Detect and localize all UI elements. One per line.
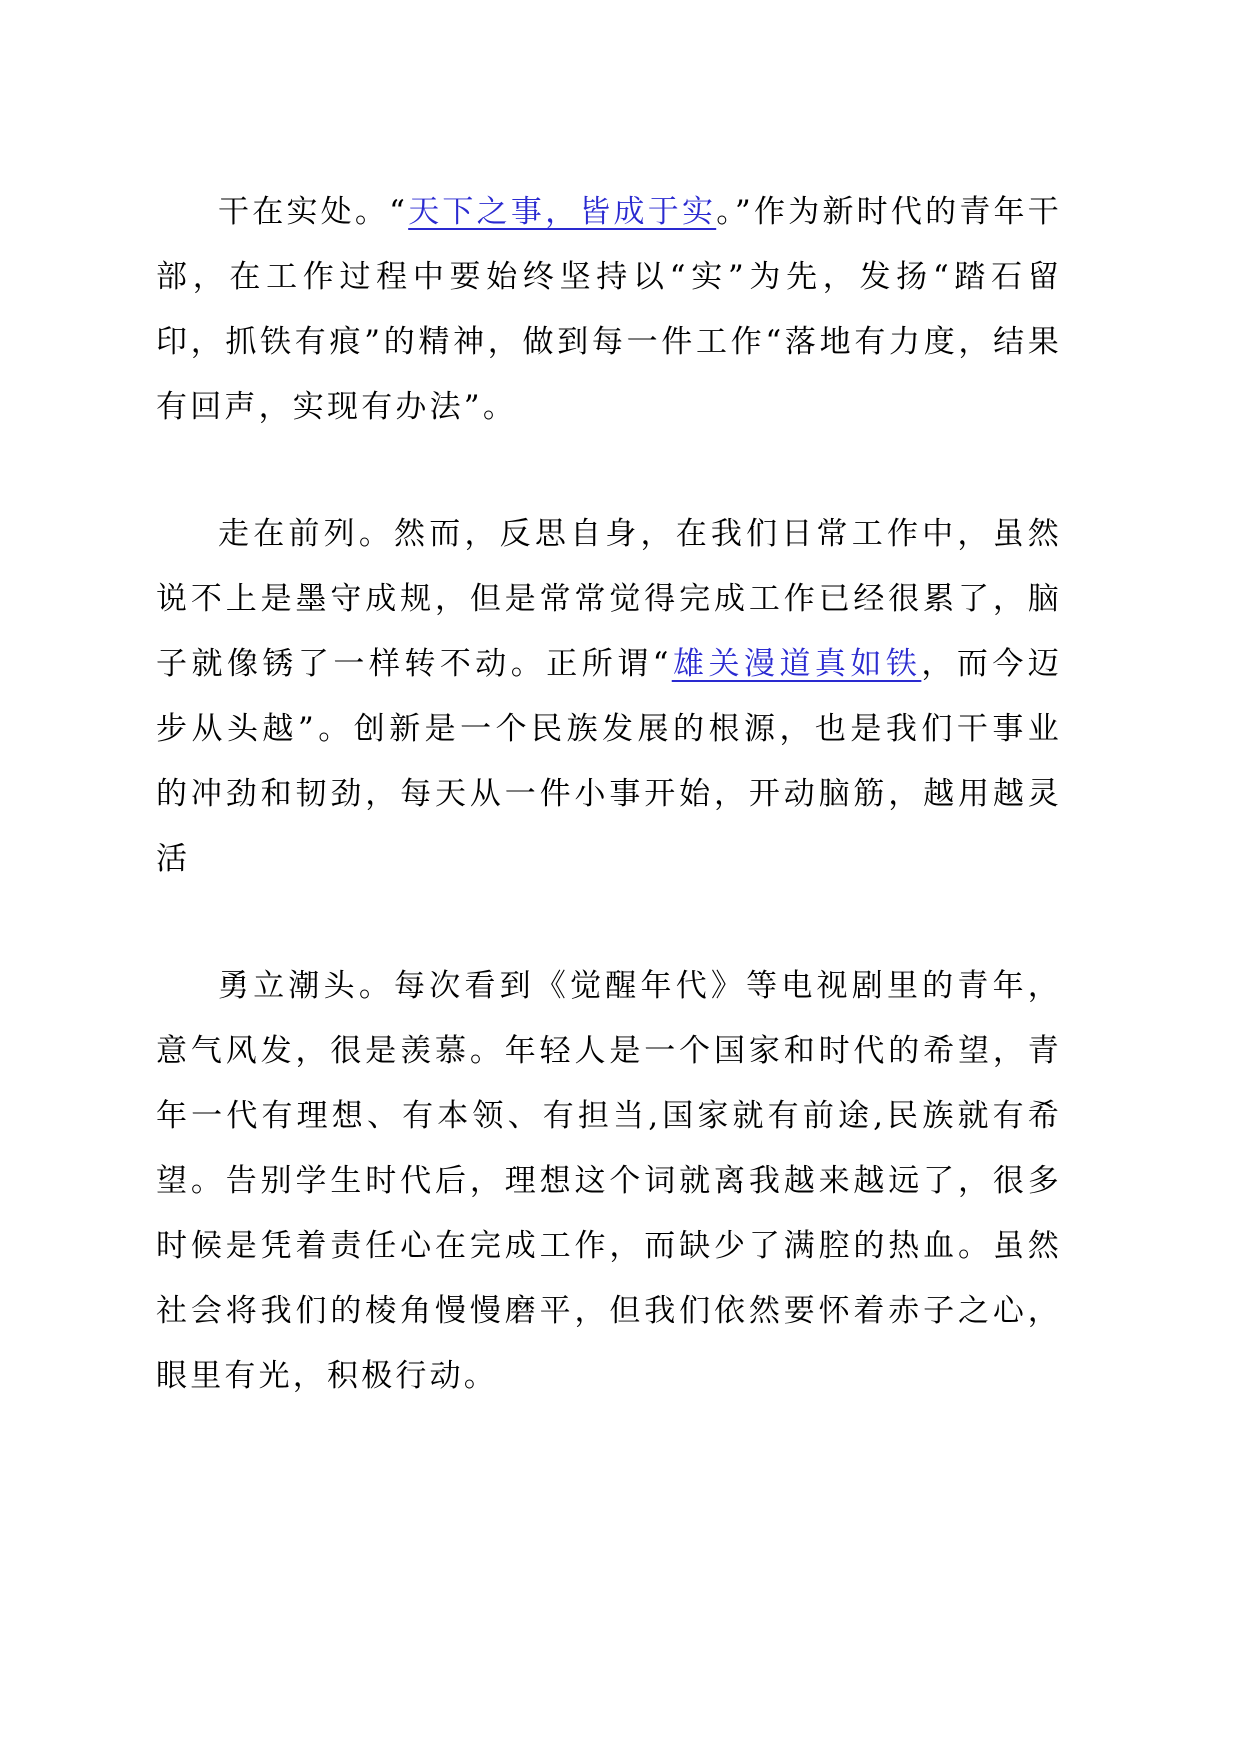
document-body: [156, 180, 1062, 1409]
paragraph-1: [156, 180, 1062, 440]
paragraph-2-text-2: ，而今迈步从头越”。创新是一个民族发展的根源，也是我们干事业的冲劲和韧劲，每天从一件小事开始，开动脑筋，越用越灵活: [156, 646, 1062, 877]
paragraph-2-text-1: 走在前列。然而，反思自身，在我们日常工作中，虽然说不上是墨守成规，但是常常觉得完成工作已经很累了，脑子就像锈了一样转不动。正所谓“: [156, 516, 1062, 682]
paragraph-3: [156, 954, 1062, 1409]
link-tianxia-zhishi[interactable]: 天下之事，皆成于实: [408, 194, 717, 230]
paragraph-3-text-1: 勇立潮头。每次看到《觉醒年代》等电视剧里的青年，意气风发，很是羡慕。年轻人是一个国家和时代的希望，青年一代有理想、有本领、有担当,国家就有前途,民族就有希望。告别学生时代后，理想这个词就离我越来越远了，很多时候是凭着责任心在完成工作，而缺少了满腔的热血。虽然社会将我们的棱角慢慢磨平，但我们依然要怀着赤子之心，眼里有光，积极行动。: [156, 968, 1062, 1394]
paragraph-2: [156, 502, 1062, 892]
paragraph-1-text-1: 干在实处。“: [218, 194, 409, 230]
paragraph-1-text-2: 。”作为新时代的青年干部，在工作过程中要始终坚持以“实”为先，发扬“踏石留印，抓铁有痕”的精神，做到每一件工作“落地有力度，结果有回声，实现有办法”。: [156, 194, 1062, 425]
link-xiongguan-mandao[interactable]: 雄关漫道真如铁: [671, 646, 922, 682]
